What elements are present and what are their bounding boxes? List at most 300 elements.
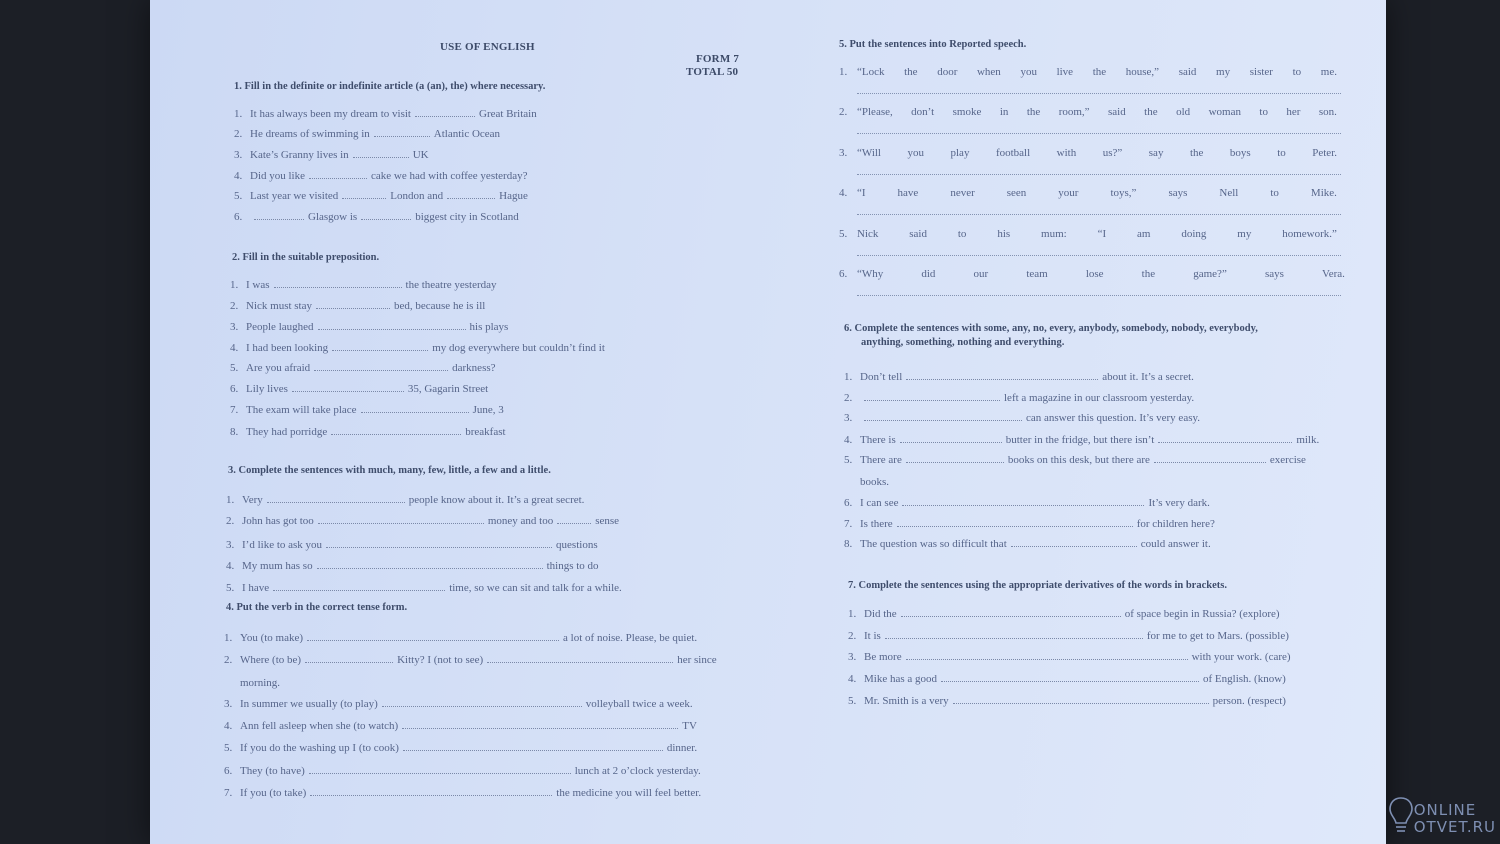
word: you [1020, 66, 1037, 78]
word: am [1137, 228, 1151, 240]
exercise-line [844, 497, 1210, 509]
item-number: 5. [844, 454, 853, 466]
exercise-line [848, 673, 1286, 685]
answer-blank[interactable] [318, 321, 466, 330]
prompt-text: of space begin in Russia? (explore) [1124, 608, 1280, 620]
word: house,” [1125, 66, 1160, 78]
word: doing [1181, 228, 1207, 240]
exercise-line [844, 476, 889, 488]
word: said [909, 228, 927, 240]
prompt-text: books. [860, 476, 890, 488]
answer-blank[interactable] [557, 515, 591, 524]
word: team [1026, 268, 1048, 280]
answer-blank[interactable] [906, 371, 1098, 380]
word: to [1277, 147, 1286, 159]
prompt-text: They had porridge [246, 426, 328, 438]
answer-blank[interactable] [353, 149, 409, 158]
exercise-line [844, 412, 1200, 424]
prompt-text: darkness? [452, 362, 496, 374]
prompt-text: could answer it. [1140, 538, 1211, 550]
total-label: TOTAL 50 [686, 66, 739, 78]
prompt-text: milk. [1296, 434, 1320, 446]
prompt-text: person. (respect) [1212, 695, 1286, 707]
item-number: 6. [230, 383, 239, 395]
prompt-text: dinner. [666, 742, 698, 754]
prompt-text: You (to make) [240, 632, 304, 644]
item-number: 2. [234, 128, 243, 140]
answer-blank[interactable] [953, 695, 1209, 704]
prompt-text: time, so we can sit and talk for a while. [449, 582, 622, 594]
prompt-text: Don’t tell [860, 371, 903, 383]
exercise-line [234, 190, 528, 202]
answer-line[interactable] [857, 132, 1341, 134]
word: “Please, [857, 106, 893, 118]
exercise-line [224, 632, 697, 644]
reported-speech-sentence [857, 147, 1337, 159]
word: “I [1097, 228, 1107, 240]
word: the [1144, 106, 1158, 118]
prompt-text: her since [677, 654, 717, 666]
task-6-title: 6. Complete the sentences with some, any, no, every, anybody, somebody, nobody, everybody, [844, 323, 1258, 334]
prompt-text: It has always been my dream to visit [250, 108, 411, 120]
item-number: 2. [848, 630, 857, 642]
item-number: 3. [848, 651, 857, 663]
word: say [1148, 147, 1164, 159]
answer-blank[interactable] [342, 190, 386, 199]
word: Peter. [1312, 147, 1337, 159]
prompt-text: Mike has a good [864, 673, 938, 685]
word: to [1292, 66, 1302, 78]
prompt-text: There is [860, 434, 896, 446]
item-number: 5. [234, 190, 243, 202]
word: our [973, 268, 989, 280]
item-number: 4. [230, 342, 239, 354]
answer-blank[interactable] [309, 765, 571, 774]
answer-blank[interactable] [273, 582, 445, 591]
word: did [921, 268, 936, 280]
answer-blank[interactable] [316, 300, 390, 309]
item-number: 1. [844, 371, 853, 383]
prompt-text: Did the [864, 608, 897, 620]
prompt-text: Kate’s Granny lives in [250, 149, 349, 161]
exercise-line [224, 698, 693, 710]
exercise-line [844, 392, 1194, 404]
prompt-text: Lily lives [246, 383, 288, 395]
word: never [950, 187, 975, 199]
answer-blank[interactable] [906, 454, 1004, 463]
exercise-line [848, 651, 1291, 663]
exercise-line [848, 695, 1286, 707]
answer-blank[interactable] [382, 698, 582, 707]
exercise-line [234, 170, 527, 182]
prompt-text: I can see [860, 497, 899, 509]
prompt-text: the medicine you will feel better. [556, 787, 702, 799]
prompt-text: about it. It’s a secret. [1102, 371, 1194, 383]
answer-blank[interactable] [1011, 538, 1137, 547]
prompt-text: cake we had with coffee yesterday? [371, 170, 528, 182]
answer-blank[interactable] [317, 560, 543, 569]
answer-blank[interactable] [305, 654, 393, 663]
prompt-text: butter in the fridge, but there isn’t [1005, 434, 1155, 446]
word: said [1178, 66, 1197, 78]
item-number: 6. [224, 765, 233, 777]
answer-blank[interactable] [274, 279, 402, 288]
prompt-text: money and too [487, 515, 554, 527]
exercise-line [844, 371, 1194, 383]
prompt-text: Ann fell asleep when she (to watch) [240, 720, 399, 732]
exercise-line [230, 279, 497, 291]
prompt-text: people know about it. It’s a great secret. [408, 494, 585, 506]
word: room,” [1058, 106, 1090, 118]
answer-line[interactable] [857, 213, 1341, 215]
prompt-text: He dreams of swimming in [250, 128, 370, 140]
answer-line[interactable] [857, 254, 1341, 256]
answer-blank[interactable] [901, 608, 1121, 617]
answer-blank[interactable] [326, 539, 552, 548]
answer-blank[interactable] [361, 404, 469, 413]
item-number: 8. [230, 426, 239, 438]
prompt-text: Kitty? I (not to see) [397, 654, 484, 666]
word: says [1264, 268, 1284, 280]
prompt-text: biggest city in Scotland [415, 211, 519, 223]
task-4-title: 4. Put the verb in the correct tense form. [226, 602, 408, 613]
reported-speech-sentence [857, 187, 1337, 199]
item-number: 4. [224, 720, 233, 732]
word: old [1176, 106, 1191, 118]
word: when [976, 66, 1001, 78]
answer-blank[interactable] [332, 342, 428, 351]
word: with [1056, 147, 1077, 159]
prompt-text: Nick must stay [246, 300, 312, 312]
item-number: 2. [230, 300, 239, 312]
prompt-text: can answer this question. It’s very easy. [1026, 412, 1201, 424]
word: “I [857, 187, 866, 199]
prompt-text: exercise [1269, 454, 1306, 466]
word: don’t [911, 106, 935, 118]
prompt-text: Hague [499, 190, 528, 202]
answer-blank[interactable] [487, 654, 673, 663]
exercise-line [234, 149, 429, 161]
word: game?” [1193, 268, 1227, 280]
site-watermark [1414, 802, 1496, 836]
prompt-text: for children here? [1136, 518, 1215, 530]
prompt-text: John has got too [242, 515, 314, 527]
prompt-text: left a magazine in our classroom yesterday. [1004, 392, 1195, 404]
answer-blank[interactable] [415, 108, 475, 117]
word: her [1286, 106, 1301, 118]
item-number: 1. [230, 279, 239, 291]
prompt-text: June, 3 [472, 404, 504, 416]
word: to [1259, 106, 1268, 118]
word: boys [1229, 147, 1251, 159]
task-6-title-cont: anything, something, nothing and everything. [861, 337, 1065, 348]
answer-blank[interactable] [309, 170, 367, 179]
answer-blank[interactable] [1158, 434, 1292, 443]
prompt-text: Atlantic Ocean [433, 128, 501, 140]
exercise-line [224, 654, 717, 666]
answer-line[interactable] [857, 294, 1341, 296]
word: the [904, 66, 918, 78]
exercise-line [224, 720, 697, 732]
watermark-line-1: ONLINE [1413, 801, 1477, 819]
answer-blank[interactable] [864, 412, 1022, 421]
item-number: 1. [848, 608, 857, 620]
prompt-text: My mum has so [242, 560, 313, 572]
item-number: 5. [230, 362, 239, 374]
item-number: 3. [839, 147, 848, 159]
word: the [1026, 106, 1041, 118]
item-number: 6. [839, 268, 848, 280]
item-number: 4. [844, 434, 853, 446]
prompt-text: the theatre yesterday [405, 279, 497, 291]
word: me. [1320, 66, 1337, 78]
prompt-text: It’s very dark. [1148, 497, 1210, 509]
word: toys,” [1110, 187, 1137, 199]
item-number: 2. [226, 515, 235, 527]
item-number: 5. [848, 695, 857, 707]
answer-blank[interactable] [307, 632, 559, 641]
prompt-text: lunch at 2 o’clock yesterday. [574, 765, 701, 777]
word: the [1092, 66, 1107, 78]
prompt-text: There are [860, 454, 902, 466]
prompt-text: a lot of noise. Please, be quiet. [563, 632, 698, 644]
answer-line[interactable] [857, 173, 1341, 175]
word: the [1141, 268, 1156, 280]
exercise-line [234, 108, 537, 120]
prompt-text: volleyball twice a week. [585, 698, 693, 710]
exercise-line [226, 515, 619, 527]
form-label: FORM 7 [696, 53, 740, 65]
exercise-line [844, 434, 1319, 446]
task-3-title: 3. Complete the sentences with much, many, few, little, a few and a little. [228, 465, 551, 476]
prompt-text: I had been looking [246, 342, 329, 354]
answer-blank[interactable] [267, 494, 405, 503]
exercise-line [226, 539, 598, 551]
prompt-text: In summer we usually (to play) [240, 698, 378, 710]
item-number: 7. [844, 518, 853, 530]
answer-blank[interactable] [318, 515, 484, 524]
prompt-text: London and [390, 190, 444, 202]
item-number: 4. [226, 560, 235, 572]
word: the [1189, 147, 1204, 159]
prompt-text: questions [556, 539, 598, 551]
item-number: 2. [844, 392, 853, 404]
prompt-text: Glasgow is [308, 211, 358, 223]
prompt-text: I was [246, 279, 270, 291]
answer-blank[interactable] [361, 211, 411, 220]
word: “Lock [857, 66, 885, 78]
prompt-text: Great Britain [479, 108, 537, 120]
exercise-line [844, 518, 1215, 530]
word: Nell [1219, 187, 1239, 199]
answer-blank[interactable] [897, 518, 1133, 527]
word: have [897, 187, 919, 199]
item-number: 1. [226, 494, 235, 506]
prompt-text: 35, Gagarin Street [407, 383, 489, 395]
item-number: 3. [234, 149, 243, 161]
word: you [907, 147, 924, 159]
answer-blank[interactable] [906, 651, 1188, 660]
item-number: 7. [224, 787, 233, 799]
answer-blank[interactable] [310, 787, 552, 796]
reported-speech-sentence [857, 106, 1337, 118]
word: your [1058, 187, 1079, 199]
item-number: 2. [839, 106, 848, 118]
exercise-line [230, 300, 485, 312]
reported-speech-sentence [857, 228, 1337, 240]
word: his [997, 228, 1011, 240]
prompt-text: bed, because he is ill [394, 300, 486, 312]
prompt-text: Very [242, 494, 263, 506]
word: sister [1249, 66, 1273, 78]
word: seen [1006, 187, 1027, 199]
item-number: 1. [839, 66, 848, 78]
prompt-text: things to do [546, 560, 599, 572]
prompt-text: They (to have) [240, 765, 305, 777]
prompt-text: The exam will take place [246, 404, 357, 416]
word: live [1056, 66, 1074, 78]
task-1-title: 1. Fill in the definite or indefinite article (a (an), the) where necessary. [234, 81, 546, 92]
word: woman [1208, 106, 1241, 118]
word: son. [1318, 106, 1337, 118]
item-number: 3. [230, 321, 239, 333]
item-number: 3. [224, 698, 233, 710]
answer-blank[interactable] [885, 630, 1143, 639]
word: mum: [1041, 228, 1067, 240]
exercise-line [234, 128, 500, 140]
word: us?” [1102, 147, 1123, 159]
worksheet-page [150, 0, 1386, 844]
watermark-line-2: OTVET.RU [1413, 818, 1496, 836]
item-number: 5. [839, 228, 848, 240]
prompt-text: books on this desk, but there are [1007, 454, 1150, 466]
item-number: 6. [844, 497, 853, 509]
prompt-text: Is there [860, 518, 893, 530]
word: to [1270, 187, 1279, 199]
prompt-text: Did you like [250, 170, 305, 182]
answer-line[interactable] [857, 92, 1341, 94]
prompt-text: sense [595, 515, 620, 527]
exercise-line [224, 677, 280, 689]
exercise-line [230, 342, 605, 354]
prompt-text: Be more [864, 651, 902, 663]
lightbulb-icon [1388, 796, 1414, 836]
prompt-text: Where (to be) [240, 654, 302, 666]
item-number: 5. [224, 742, 233, 754]
prompt-text: If you (to take) [240, 787, 307, 799]
exercise-line [848, 630, 1289, 642]
word: play [950, 147, 970, 159]
word: to [957, 228, 967, 240]
item-number: 1. [224, 632, 233, 644]
item-number: 1. [234, 108, 243, 120]
prompt-text: Last year we visited [250, 190, 339, 202]
exercise-line [230, 383, 488, 395]
word: lose [1085, 268, 1104, 280]
prompt-text: If you do the washing up I (to cook) [240, 742, 399, 754]
answer-blank[interactable] [254, 211, 304, 220]
item-number: 5. [226, 582, 235, 594]
word: “Why [857, 268, 884, 280]
exercise-line [230, 321, 508, 333]
answer-blank[interactable] [292, 383, 404, 392]
word: my [1237, 228, 1252, 240]
exercise-line [230, 362, 496, 374]
answer-blank[interactable] [314, 362, 448, 371]
reported-speech-sentence [857, 66, 1337, 78]
answer-blank[interactable] [447, 190, 495, 199]
answer-blank[interactable] [1154, 454, 1266, 463]
task-2-title: 2. Fill in the suitable preposition. [232, 252, 380, 263]
item-number: 7. [230, 404, 239, 416]
exercise-line [224, 787, 701, 799]
word: my [1216, 66, 1231, 78]
exercise-line [848, 608, 1280, 620]
item-number: 8. [844, 538, 853, 550]
page-title: USE OF ENGLISH [440, 41, 535, 53]
exercise-line [226, 560, 599, 572]
prompt-text: Are you afraid [246, 362, 311, 374]
prompt-text: People laughed [246, 321, 314, 333]
prompt-text: I have [242, 582, 270, 594]
word: homework.” [1282, 228, 1337, 240]
prompt-text: breakfast [465, 426, 506, 438]
answer-blank[interactable] [402, 720, 678, 729]
item-number: 4. [234, 170, 243, 182]
exercise-line [844, 454, 1306, 466]
task-7-title: 7. Complete the sentences using the appropriate derivatives of the words in brackets. [848, 580, 1227, 591]
prompt-text: UK [412, 149, 429, 161]
answer-blank[interactable] [403, 742, 663, 751]
answer-blank[interactable] [331, 426, 461, 435]
word: Mike. [1310, 187, 1337, 199]
word: in [999, 106, 1009, 118]
prompt-text: his plays [469, 321, 509, 333]
answer-blank[interactable] [374, 128, 430, 137]
answer-blank[interactable] [941, 673, 1199, 682]
answer-blank[interactable] [902, 497, 1144, 506]
prompt-text: my dog everywhere but couldn’t find it [432, 342, 605, 354]
word: door [937, 66, 958, 78]
item-number: 3. [844, 412, 853, 424]
prompt-text: TV [682, 720, 697, 732]
word: football [995, 147, 1031, 159]
word: said [1108, 106, 1126, 118]
prompt-text: with your work. (care) [1191, 651, 1291, 663]
item-number: 6. [234, 211, 243, 223]
word: smoke [952, 106, 982, 118]
exercise-line [234, 211, 519, 223]
exercise-line [230, 404, 504, 416]
prompt-text: The question was so difficult that [860, 538, 1007, 550]
prompt-text: morning. [240, 677, 281, 689]
item-number: 3. [226, 539, 235, 551]
word: “Will [857, 147, 881, 159]
item-number: 2. [224, 654, 233, 666]
answer-blank[interactable] [864, 392, 1000, 401]
task-5-title: 5. Put the sentences into Reported speech. [839, 39, 1027, 50]
item-number: 4. [848, 673, 857, 685]
prompt-text: It is [864, 630, 881, 642]
reported-speech-sentence [857, 268, 1345, 280]
answer-blank[interactable] [900, 434, 1002, 443]
exercise-line [226, 494, 584, 506]
prompt-text: of English. (know) [1203, 673, 1286, 685]
prompt-text: for me to get to Mars. (possible) [1146, 630, 1289, 642]
exercise-line [224, 742, 697, 754]
word: Vera. [1322, 268, 1345, 280]
item-number: 4. [839, 187, 848, 199]
